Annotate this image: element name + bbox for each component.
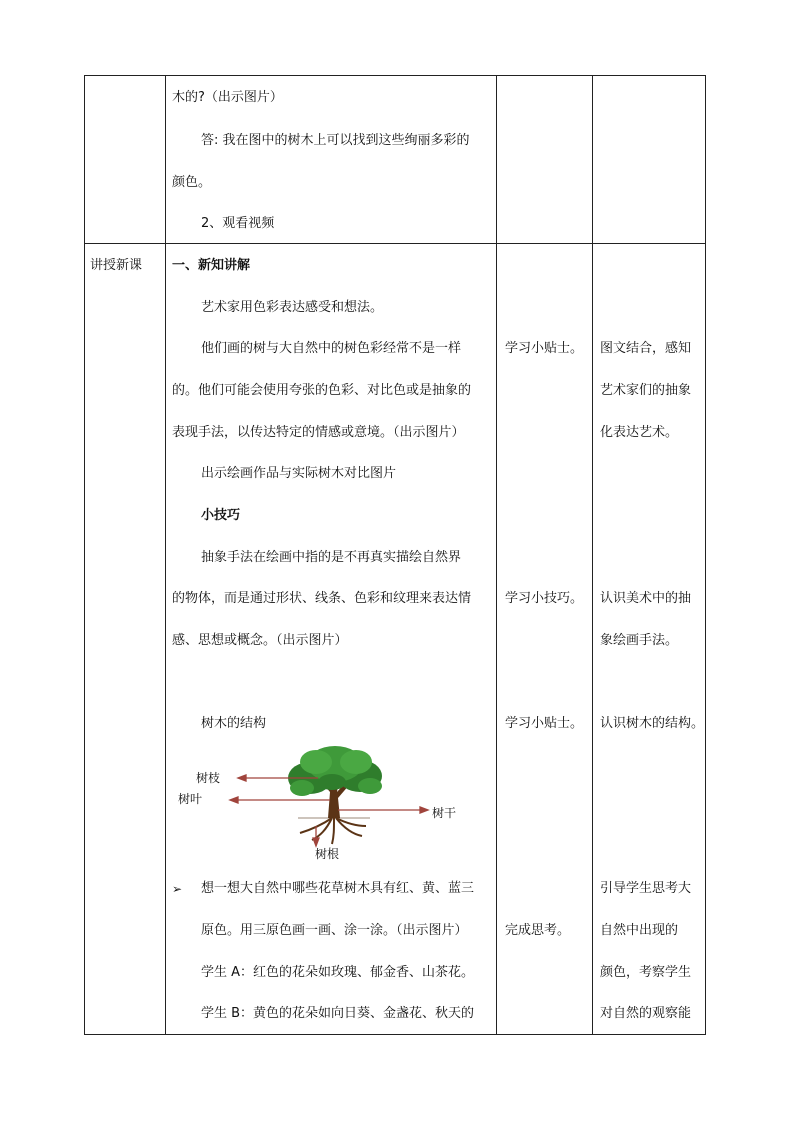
content-line: 木的?（出示图片） xyxy=(172,90,283,105)
intent-line: 认识树木的结构。 xyxy=(600,716,705,731)
table-border-top xyxy=(84,75,706,76)
intent-line: 引导学生思考大 xyxy=(600,881,692,896)
content-line: 2、观看视频 xyxy=(201,216,275,231)
table-border-left xyxy=(84,75,85,1035)
content-line: 想一想大自然中哪些花草树木具有红、黄、蓝三 xyxy=(201,881,475,896)
content-line: 表现手法，以传达特定的情感或意境。（出示图片） xyxy=(172,425,465,440)
arrow-trunk-head xyxy=(420,807,428,813)
intent-line: 化表达艺术。 xyxy=(600,425,679,440)
table-border-right xyxy=(705,75,706,1035)
label-root: 树根 xyxy=(315,847,340,861)
label-branch: 树枝 xyxy=(196,771,221,785)
foliage-shape xyxy=(288,746,382,796)
intent-line: 颜色，考察学生 xyxy=(600,965,692,980)
activity-note: 学习小贴士。 xyxy=(505,341,584,356)
content-line: 他们画的树与大自然中的树色彩经常不是一样 xyxy=(201,341,462,356)
activity-note: 学习小技巧。 xyxy=(505,591,584,606)
arrow-root-head xyxy=(313,838,319,846)
content-line: 颜色。 xyxy=(172,175,212,190)
content-line: 的物体，而是通过形状、线条、色彩和纹理来表达情 xyxy=(172,591,472,606)
section-label: 讲授新课 xyxy=(90,258,143,273)
content-line: 学生 B：黄色的花朵如向日葵、金盏花、秋天的 xyxy=(201,1006,475,1021)
label-trunk: 树干 xyxy=(432,806,457,820)
content-line: 学生 A：红色的花朵如玫瑰、郁金香、山茶花。 xyxy=(201,965,475,980)
activity-note: 完成思考。 xyxy=(505,923,571,938)
table-border-bottom xyxy=(84,1034,706,1035)
content-line: 的。他们可能会使用夸张的色彩、对比色或是抽象的 xyxy=(172,383,472,398)
table-row-divider xyxy=(84,243,706,244)
table-divider-3 xyxy=(592,75,593,1035)
content-line: 艺术家用色彩表达感受和想法。 xyxy=(201,300,384,315)
content-line: 感、思想或概念。（出示图片） xyxy=(172,633,348,648)
intent-line: 图文结合，感知 xyxy=(600,341,692,356)
content-line: 原色。用三原色画一画、涂一涂。（出示图片） xyxy=(201,923,468,938)
intent-line: 艺术家们的抽象 xyxy=(600,383,692,398)
arrow-leaf-head xyxy=(230,797,238,803)
tree-structure-diagram xyxy=(170,740,490,865)
intent-line: 自然中出现的 xyxy=(600,923,679,938)
content-line: 树木的结构 xyxy=(201,716,267,731)
table-divider-1 xyxy=(165,75,166,1035)
content-line: 抽象手法在绘画中指的是不再真实描绘自然界 xyxy=(201,550,462,565)
intent-line: 象绘画手法。 xyxy=(600,633,679,648)
label-leaf: 树叶 xyxy=(178,792,203,806)
tip-heading: 小技巧 xyxy=(201,508,241,523)
roots-shape xyxy=(300,818,366,844)
activity-note: 学习小贴士。 xyxy=(505,716,584,731)
bullet-arrow-icon: ➢ xyxy=(172,882,183,896)
arrow-branch-head xyxy=(238,775,246,781)
content-line: 出示绘画作品与实际树木对比图片 xyxy=(201,466,397,481)
section-heading: 一、新知讲解 xyxy=(172,258,251,273)
table-divider-2 xyxy=(496,75,497,1035)
intent-line: 认识美术中的抽 xyxy=(600,591,692,606)
content-line: 答: 我在图中的树木上可以找到这些绚丽多彩的 xyxy=(201,133,470,148)
intent-line: 对自然的观察能 xyxy=(600,1006,692,1021)
